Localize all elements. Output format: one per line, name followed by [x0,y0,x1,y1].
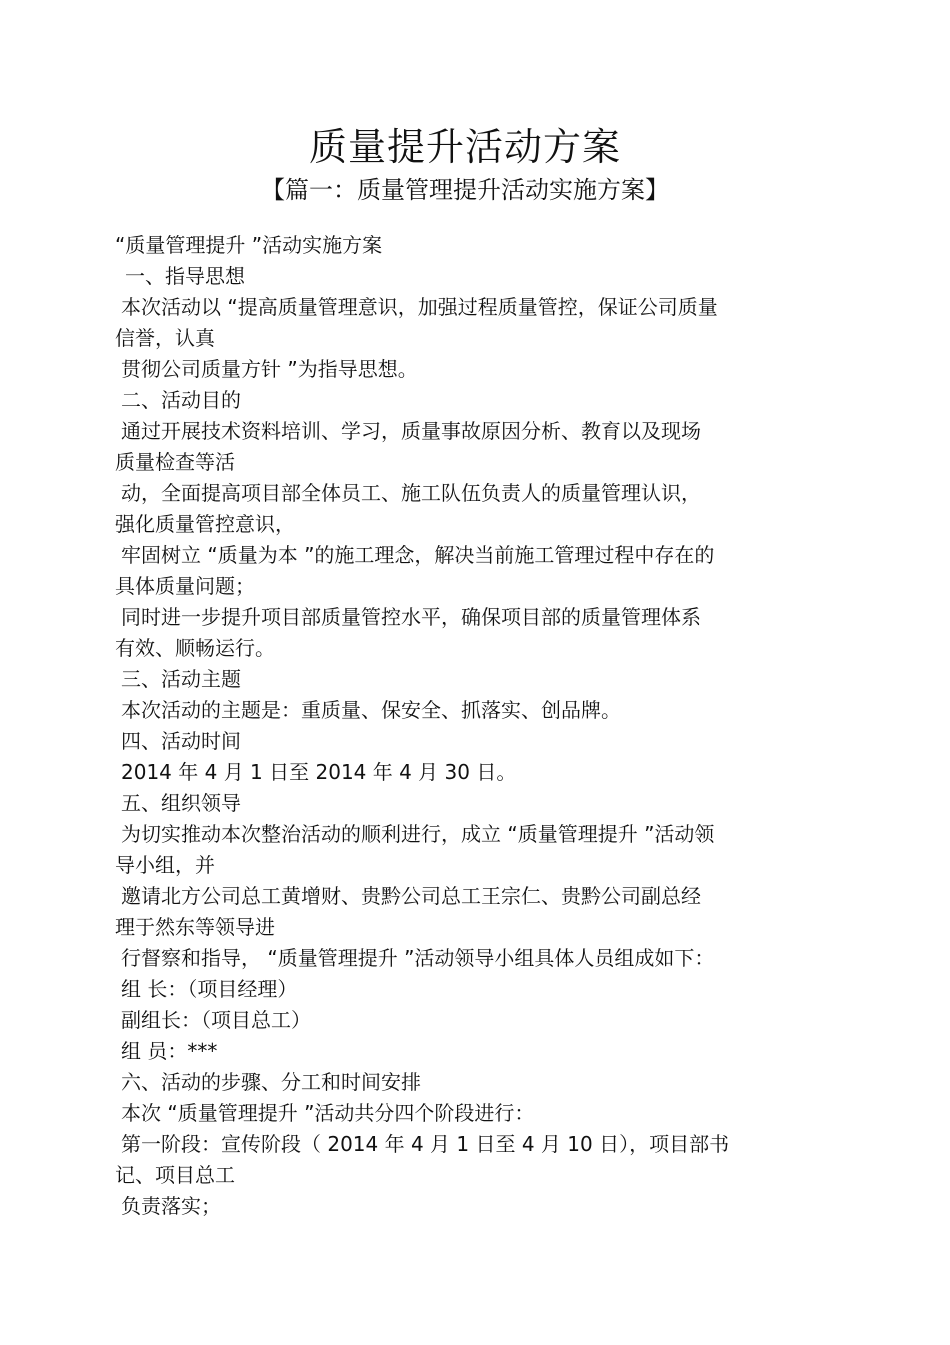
document-subtitle: 【篇一：质量管理提升活动实施方案】 [261,176,669,204]
body-line: 牢固树立 “质量为本 ”的施工理念，解决当前施工管理过程中存在的 [121,543,715,567]
body-line: 本次 “质量管理提升 ”活动共分四个阶段进行： [121,1101,535,1125]
body-line: 组 长：（项目经理） [121,977,298,1001]
body-line: 四、活动时间 [121,729,241,753]
body-line: 本次活动的主题是：重质量、保安全、抓落实、创品牌。 [121,698,621,722]
body-line: 行督察和指导， “质量管理提升 ”活动领导小组具体人员组成如下： [121,946,715,970]
body-line: 2014 年 4 月 1 日至 2014 年 4 月 30 日。 [121,760,517,784]
body-line: 组 员：*** [121,1039,218,1063]
body-line: 六、活动的步骤、分工和时间安排 [121,1070,421,1094]
document-body [115,230,835,1222]
body-line: 五、组织领导 [121,791,241,815]
body-line: 导小组，并 [115,853,215,877]
body-line: 二、活动目的 [121,388,241,412]
body-line: 信誉，认真 [115,326,215,350]
body-line: 强化质量管控意识， [115,512,295,536]
body-line: 本次活动以 “提高质量管理意识，加强过程质量管控，保证公司质量 [121,295,718,319]
body-line: 同时进一步提升项目部质量管控水平，确保项目部的质量管理体系 [121,605,701,629]
body-line: 理于然东等领导进 [115,915,275,939]
body-line: 记、项目总工 [115,1163,235,1187]
body-line: “质量管理提升 ”活动实施方案 [115,233,383,257]
body-line: 具体质量问题； [115,574,255,598]
body-line: 负责落实； [121,1194,221,1218]
document-title: 质量提升活动方案 [308,125,621,169]
body-line: 质量检查等活 [115,450,235,474]
body-line: 为切实推动本次整治活动的顺利进行，成立 “质量管理提升 ”活动领 [121,822,715,846]
body-line: 第一阶段：宣传阶段（ 2014 年 4 月 1 日至 4 月 10 日），项目部书 [121,1132,730,1156]
body-line: 动，全面提高项目部全体员工、施工队伍负责人的质量管理认识， [121,481,701,505]
body-line: 通过开展技术资料培训、学习，质量事故原因分析、教育以及现场 [121,419,701,443]
body-line: 有效、顺畅运行。 [115,636,275,660]
body-line: 一、指导思想 [125,264,245,288]
body-line: 三、活动主题 [121,667,241,691]
body-line: 副组长：（项目总工） [121,1008,311,1032]
body-line: 邀请北方公司总工黄增财、贵黔公司总工王宗仁、贵黔公司副总经 [121,884,701,908]
body-line: 贯彻公司质量方针 ”为指导思想。 [121,357,418,381]
